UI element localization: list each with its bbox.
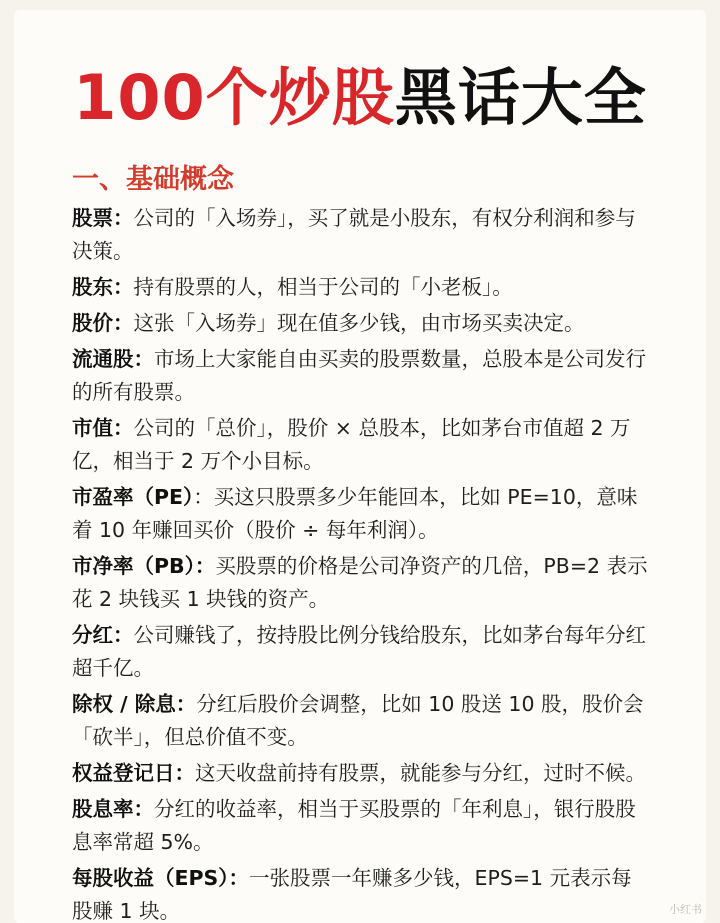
- term-item: [72, 862, 650, 923]
- term-desc: 公司的「总价」，股价 × 总股本，比如茅台市值超 2 万亿，相当于 2 万个小目标。: [72, 416, 631, 473]
- term-item: [72, 343, 650, 409]
- term-name: 市盈率（PE）: [72, 485, 194, 509]
- term-desc: 这天收盘前持有股票，就能参与分红，过时不候。: [195, 761, 646, 785]
- term-item: [72, 688, 650, 754]
- term-name: 除权 / 除息：: [72, 692, 197, 716]
- term-name: 股东：: [72, 275, 134, 299]
- term-desc: 市场上大家能自由买卖的股票数量，总股本是公司发行的所有股票。: [72, 347, 646, 404]
- term-item: [72, 793, 650, 859]
- term-item: [72, 202, 650, 268]
- term-item: [72, 307, 650, 340]
- term-item: [72, 412, 650, 478]
- term-name: 权益登记日：: [72, 761, 195, 785]
- section-heading: 一、基础概念: [72, 164, 234, 195]
- term-desc: 持有股票的人，相当于公司的「小老板」。: [133, 275, 513, 299]
- term-desc: ：买这只股票多少年能回本，比如 PE=10，意味着 10 年赚回买价（股价 ÷ 每年利润）。: [72, 485, 638, 542]
- term-name: 股票：: [72, 206, 134, 230]
- term-desc: 这张「入场券」现在值多少钱，由市场买卖决定。: [133, 311, 585, 335]
- term-desc: 公司赚钱了，按持股比例分钱给股东，比如茅台每年分红超千亿。: [72, 623, 646, 680]
- term-item: [72, 757, 650, 790]
- term-item: [72, 271, 650, 304]
- term-name: 每股收益（EPS）：: [72, 866, 250, 890]
- term-name: 市值：: [72, 416, 134, 440]
- term-name: 股息率：: [72, 797, 154, 821]
- term-desc: 公司的「入场券」，买了就是小股东，有权分利润和参与决策。: [72, 206, 636, 263]
- term-desc: 买股票的价格是公司净资产的几倍，PB=2 表示花 2 块钱买 1 块钱的资产。: [72, 554, 648, 611]
- term-name: 股价：: [72, 311, 134, 335]
- term-desc: 分红的收益率，相当于买股票的「年利息」，银行股股息率常超 5%。: [72, 797, 636, 854]
- watermark: 小红书: [669, 903, 702, 916]
- term-desc: 分红后股价会调整，比如 10 股送 10 股，股价会「砍半」，但总价值不变。: [72, 692, 644, 749]
- term-name: 市净率（PB）：: [72, 554, 216, 578]
- term-item: [72, 481, 650, 547]
- page-title: [0, 58, 720, 138]
- term-list: [72, 202, 650, 923]
- term-name: 流通股：: [72, 347, 154, 371]
- term-name: 分红：: [72, 623, 134, 647]
- term-item: [72, 619, 650, 685]
- title-black-part: 黑话大全: [394, 61, 647, 134]
- term-item: [72, 550, 650, 616]
- term-desc: 一张股票一年赚多少钱，EPS=1 元表示每股赚 1 块。: [72, 866, 632, 923]
- title-red-part: 100个炒股: [73, 61, 395, 134]
